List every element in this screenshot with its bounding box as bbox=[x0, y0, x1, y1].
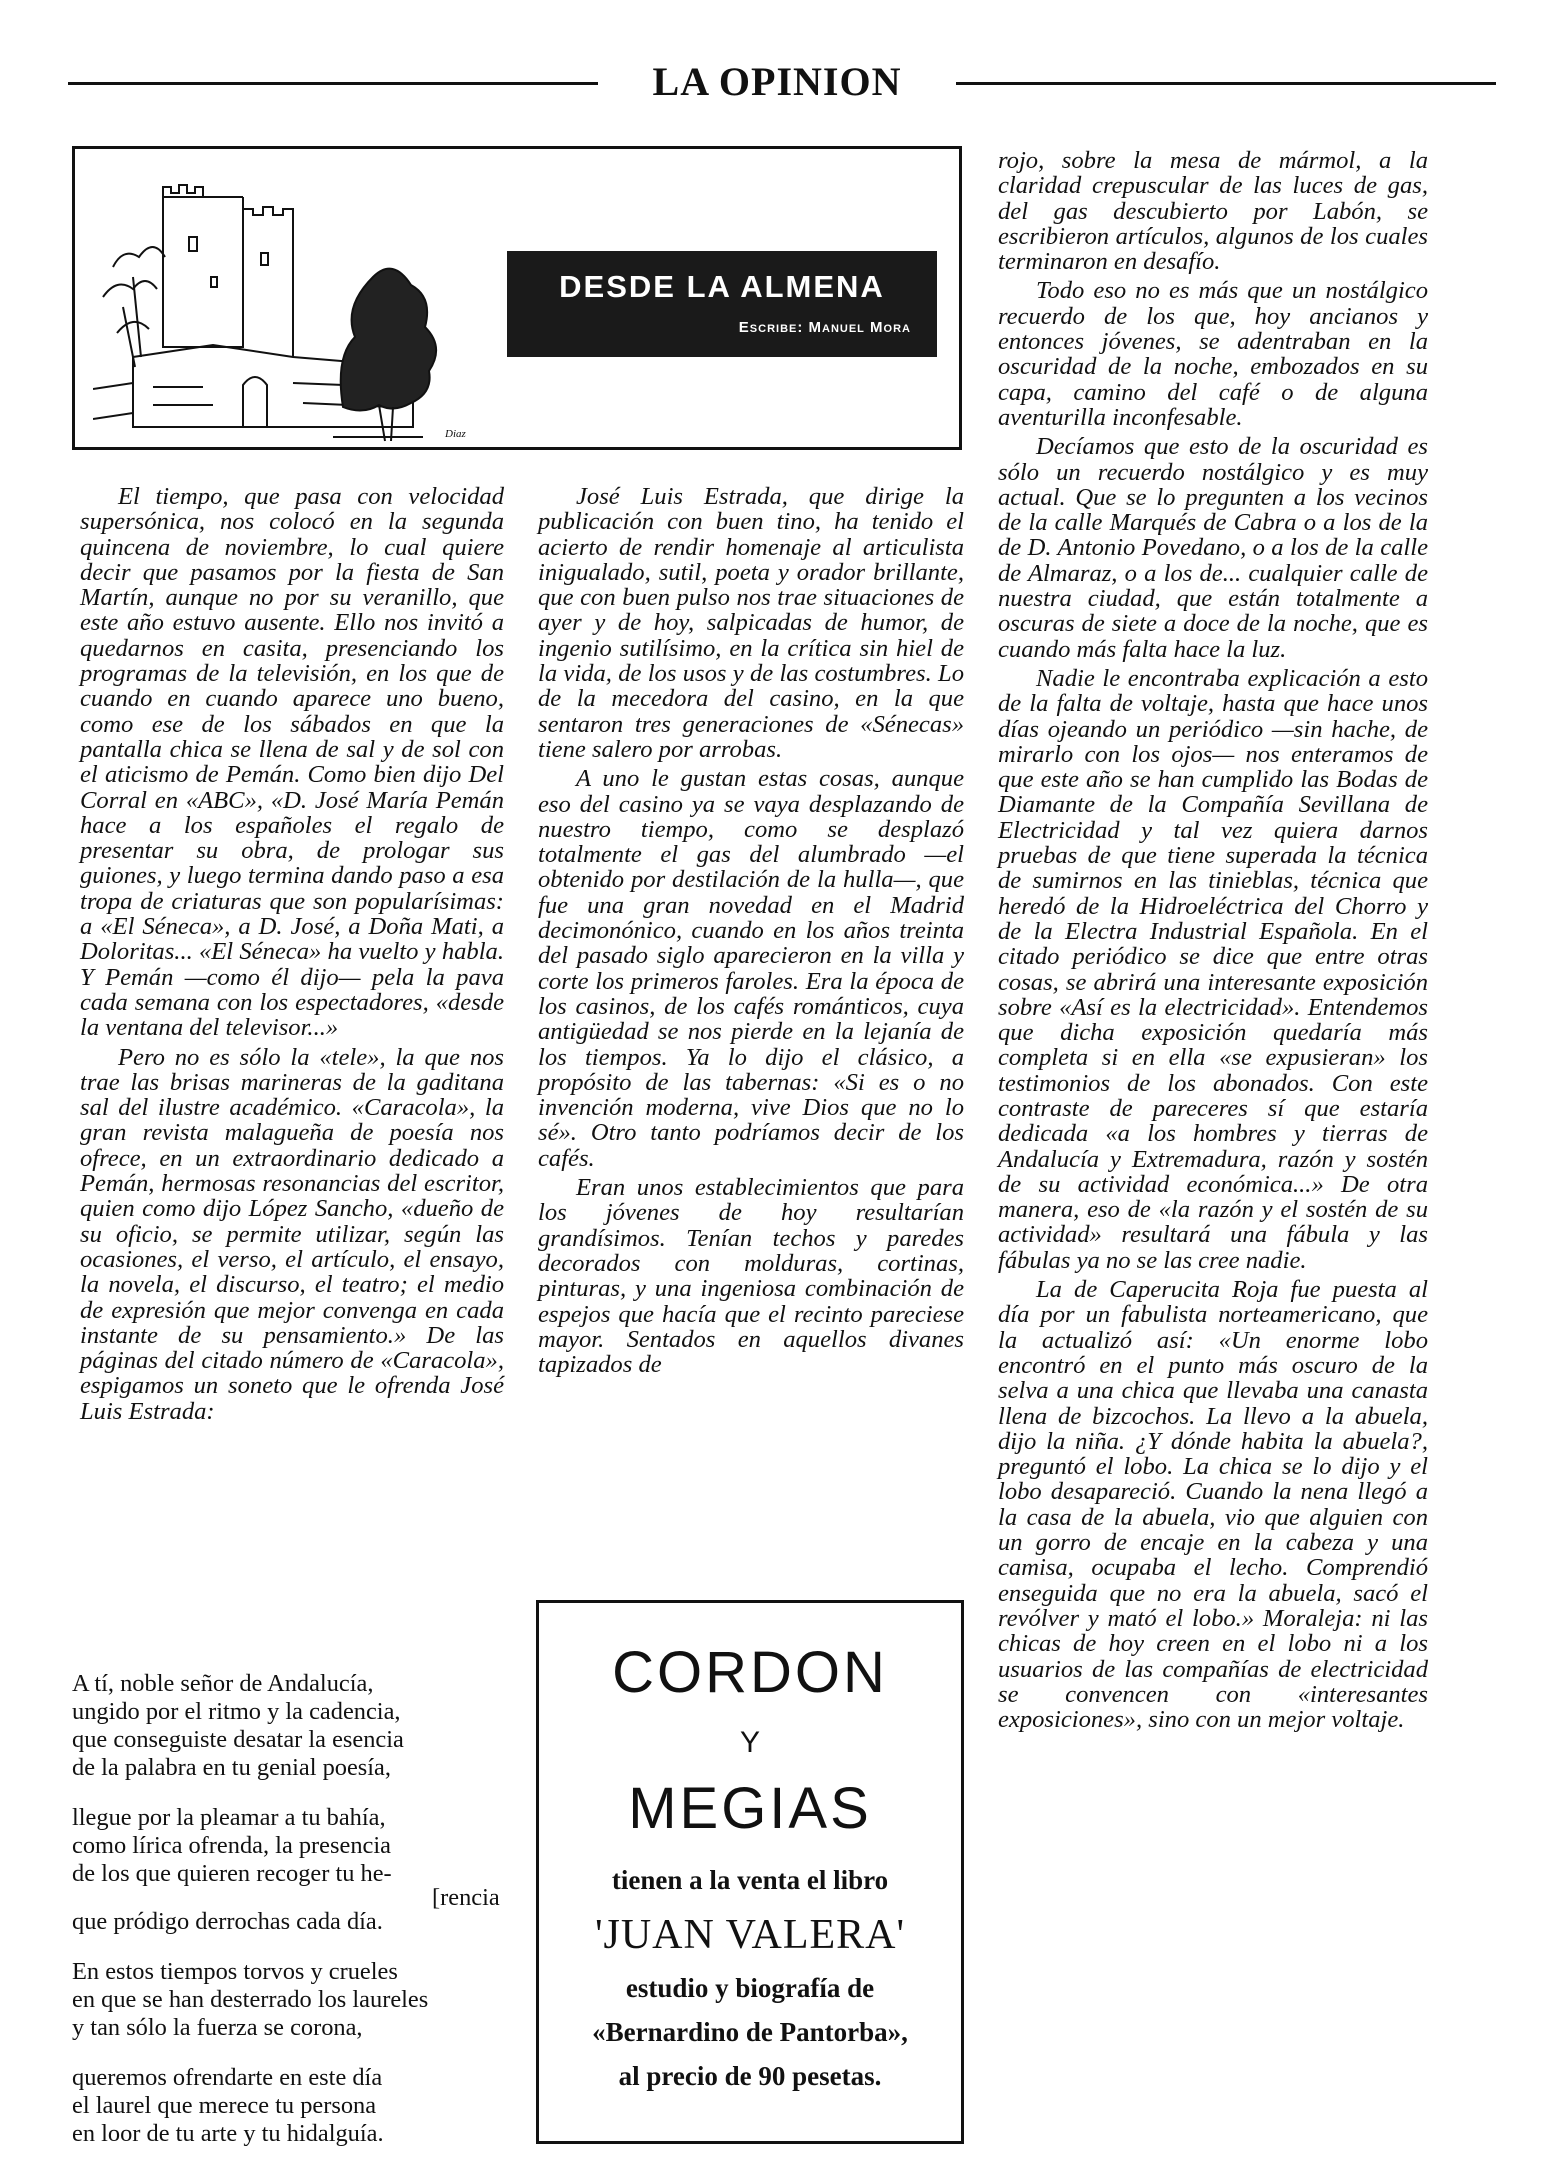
ad-text: tienen a la venta el libro bbox=[611, 1865, 889, 1895]
paragraph: Eran unos establecimientos que para los jóvenes de hoy resultarían grandísimos. Tenían techos y paredes decorados con molduras, cortinas, pinturas, y una ingeniosa combinación de espejos que hacía que el recinto pareciese mayor. Sentados en aquellos divanes tapizados de bbox=[538, 1174, 964, 1379]
paragraph: El tiempo, que pasa con velocidad supersónica, nos colocó en la segunda quincena de noviembre, lo cual quiere decir que pasamos por la fiesta de San Martín, aunque no por su veranillo, que este año estuvo ausente. Ello nos invitó a quedarnos en casita, presenciando los programas de la televisión, en los que de cuando en cuando aparece uno bueno, como ese de los sábados en que la pantalla chica se llena de sal y de sol con el aticismo de Pemán. Como bien dijo Del Corral en «ABC», «D. José María Pemán hace a los españoles el regalo de presentar su obra, de prologar sus guiones, y luego termina dando paso a esa tropa de criaturas que son popularísimas: a «El Séneca», a D. José, a Doña Mati, a Doloritas... «El Séneca» ha vuelto y habla. Y Pemán —como él dijo— pela la pava cada semana con los espectadores, «desde la ventana del televisor...» bbox=[80, 483, 504, 1042]
poem-line: llegue por la pleamar a tu bahía, bbox=[72, 1804, 386, 1831]
paragraph: La de Caperucita Roja fue puesta al día por un fabulista norteamericano, que la actualizó así: «Un enorme lobo encontró en el punto más oscuro de la selva a una chica que llevaba una canasta llena de bizcochos. La llevo a la abuela, dijo la niña. ¿Y dónde habita la abuela?, preguntó el lobo. La chica se lo dijo y el lobo desapareció. Cuando la nena llegó a la casa de la abuela, vio que alguien con un gorro de encaje en la cabeza y una camisa, ocupaba el lecho. Comprendió enseguida que no era la abuela, sacó el revólver y mató el lobo.» Moraleja: ni las chicas de hoy creen en el lobo ni a los usuarios de las compañías de electricidad se convencen con «interesantes exposiciones», sino con un mejor voltaje. bbox=[998, 1276, 1428, 1734]
sonnet bbox=[72, 1670, 512, 2170]
section-title: LA OPINION bbox=[652, 59, 902, 104]
article-column-1 bbox=[80, 484, 504, 1644]
ad-conjunction: Y bbox=[739, 1726, 760, 1759]
poem-line: queremos ofrendarte en este día bbox=[72, 2064, 383, 2091]
column-title: DESDE LA ALMENA bbox=[559, 269, 885, 304]
ad-bookseller-name-1: CORDON bbox=[612, 1640, 888, 1705]
poem-line: ungido por el ritmo y la cadencia, bbox=[72, 1698, 401, 1725]
article-column-3 bbox=[998, 148, 1428, 2158]
ad-text: estudio y biografía de bbox=[625, 1973, 875, 2003]
page-header bbox=[68, 58, 1496, 108]
paragraph: Nadie le encontraba explicación a esto de la falta de voltaje, hasta que hace unos días ojeando un periódico —sin hache, de mirarlo con los ojos— nos enteramos de que este año se han cumplido las Bodas de Diamante de la Compañía Sevillana de Electricidad y tal vez quiera darnos pruebas de que tiene superada la técnica de sumirnos en las tinieblas, técnica que heredó de la Hidroeléctrica del Chorro y de la Electra Industrial Española. En el citado periódico se dice que entre otras cosas, se abrirá una interesante exposición sobre «Así es la electricidad». Entendemos que dicha exposición quedaría más completa si en ella «se expusieran» los testimonios de los abonados. Con este contraste de pareceres sí que estaría dedicada «a los hombres y tierras de Andalucía y Extremadura, razón y sostén de su actividad económica...» De otra manera, eso de «la razón y el sostén de su actividad» resultará una fábula y las fábulas ya no se las cree nadie. bbox=[998, 664, 1428, 1274]
poem-line: que pródigo derrochas cada día. bbox=[72, 1908, 383, 1935]
header-rule-left bbox=[68, 82, 598, 85]
paragraph: José Luis Estrada, que dirige la publicación con buen tino, ha tenido el acierto de rendir homenaje al articulista inigualado, sutil, poeta y orador brillante, que con buen pulso nos trae situaciones de ayer y de hoy, salpicadas de humor, de ingenio sutilísimo, en la crítica sin hiel de la vida, de los usos y de las costumbres. Lo de la mecedora del casino, en la que sentaron tres generaciones de «Sénecas» tiene salero por arrobas. bbox=[538, 483, 964, 763]
ad-price: al precio de 90 pesetas. bbox=[618, 2061, 882, 2091]
book-advertisement bbox=[536, 1600, 964, 2144]
ad-author: «Bernardino de Pantorba», bbox=[592, 2017, 908, 2047]
poem-line: de la palabra en tu genial poesía, bbox=[72, 1754, 391, 1781]
poem-line-continuation: [rencia bbox=[432, 1884, 500, 1911]
article-column-2 bbox=[538, 484, 964, 1584]
column-banner bbox=[72, 146, 962, 450]
paragraph: rojo, sobre la mesa de mármol, a la claridad crepuscular de las luces de gas, del gas descubierto por Labón, se escribieron artículos, algunos de los cuales terminaron en desafío. bbox=[998, 147, 1428, 276]
poem-line: en loor de tu arte y tu hidalguía. bbox=[72, 2120, 384, 2147]
ad-bookseller-name-2: MEGIAS bbox=[628, 1776, 872, 1841]
poem-line: de los que quieren recoger tu he- bbox=[72, 1860, 392, 1887]
poem-line: A tí, noble señor de Andalucía, bbox=[72, 1670, 374, 1697]
paragraph: A uno le gustan estas cosas, aunque eso del casino ya se vaya desplazando de nuestro tiempo, como se desplazó totalmente el gas del alumbrado —el obtenido por destilación de la hulla—, que fue una gran novedad en el Madrid decimonónico, cuando en los años treinta del pasado siglo aparecieron en la villa y corte los primeros faroles. Era la época de los casinos, de los cafés románticos, cuya antigüedad se nos pierde en la lejanía de los tiempos. Ya lo dijo el clásico, a propósito de las tabernas: «Si es o no invención moderna, vive Dios que no lo sé». Otro tanto podríamos decir de los cafés. bbox=[538, 765, 964, 1172]
poem-line: como lírica ofrenda, la presencia bbox=[72, 1832, 391, 1859]
paragraph: Decíamos que esto de la oscuridad es sólo un recuerdo nostálgico y es muy actual. Que se lo pregunten a los vecinos de la calle Marqués de Cabra o a los de la de D. Antonio Povedano, o a los de la calle de Almaraz, o a los de... cualquier calle de nuestra ciudad, que están totalmente a oscuras de siete a doce de la noche, que es cuando más falta hace la luz. bbox=[998, 433, 1428, 663]
illustrator-signature: Diaz bbox=[445, 428, 466, 440]
column-title-box bbox=[507, 251, 937, 357]
paragraph: Pero no es sólo la «tele», la que nos trae las brisas marineras de la gaditana sal del ilustre académico. «Caracola», la gran revista malagueña de poesía nos ofrece, en un extraordinario dedicado a Pemán, hermosas resonancias del escritor, quien como dijo López Sancho, «dueño de su oficio, se permite utilizar, según las ocasiones, el verso, el artículo, el ensayo, la novela, el discurso, el teatro; el medio de expresión que mejor convenga en cada instante de su pensamiento.» De las páginas del citado número de «Caracola», espigamos un soneto que le ofrenda José Luis Estrada: bbox=[80, 1043, 504, 1425]
poem-line: en que se han desterrado los laureles bbox=[72, 1986, 429, 2013]
poem-stanza bbox=[72, 2064, 512, 2148]
poem-stanza bbox=[72, 1670, 512, 1782]
header-rule-right bbox=[956, 82, 1496, 85]
poem-line: que conseguiste desatar la esencia bbox=[72, 1726, 404, 1753]
ad-book-title: 'JUAN VALERA' bbox=[594, 1912, 906, 1958]
castle-illustration bbox=[93, 157, 493, 445]
column-byline: Escribe: Manuel Mora bbox=[738, 319, 911, 336]
poem-stanza bbox=[72, 1958, 512, 2042]
paragraph: Todo eso no es más que un nostálgico recuerdo de los que, hoy ancianos y entonces jóvenes, se adentraban en la oscuridad de la noche, embozados en su capa, camino del café o de alguna aventurilla inconfesable. bbox=[998, 277, 1428, 431]
poem-line: el laurel que merece tu persona bbox=[72, 2092, 377, 2119]
poem-line: y tan sólo la fuerza se corona, bbox=[72, 2014, 363, 2041]
poem-line: En estos tiempos torvos y crueles bbox=[72, 1958, 398, 1985]
poem-stanza bbox=[72, 1804, 512, 1936]
